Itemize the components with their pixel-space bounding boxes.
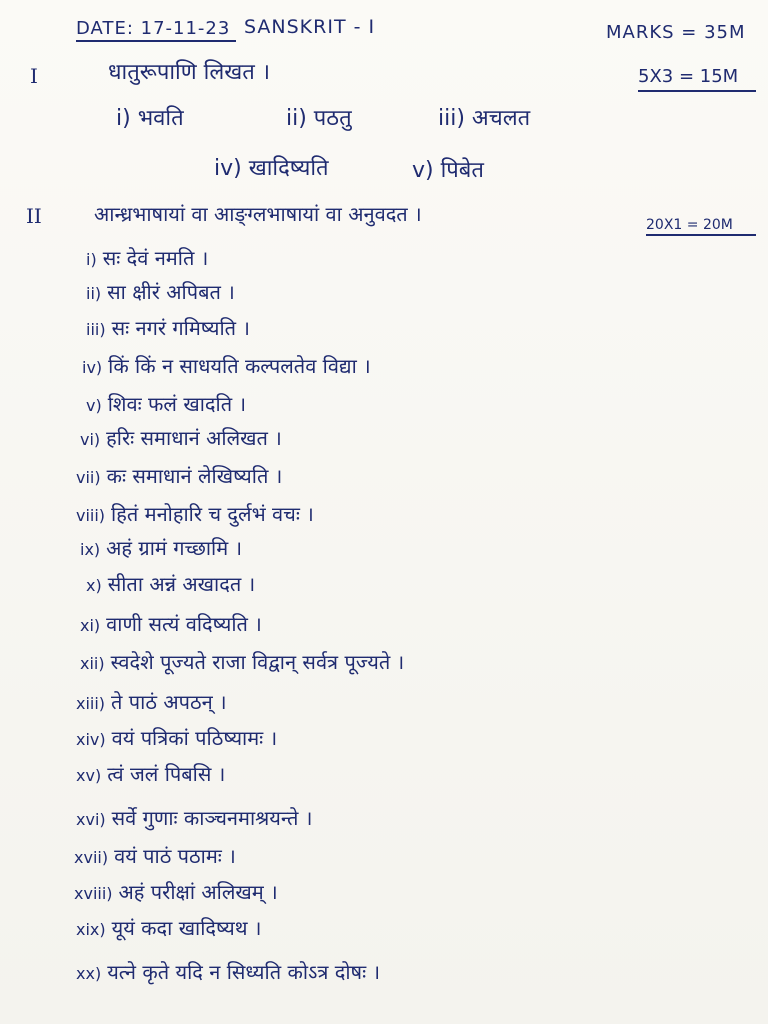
translation-item	[80, 614, 262, 634]
translation-item	[76, 808, 312, 828]
item-text: स्वदेशे पूज्यते राजा विद्वान् सर्वत्र पूज्यते ।	[110, 650, 405, 674]
item-number: ii)	[86, 284, 102, 303]
item-text: किं किं न साधयति कल्पलतेव विद्या ।	[108, 354, 371, 378]
q1-marks: 5X3 = 15M	[638, 66, 739, 87]
q2-instruction: आन्ध्रभाषायां वा आङ्ग्लभाषायां वा अनुवदत ।	[94, 202, 422, 226]
item-text: वाणी सत्यं वदिष्यति ।	[106, 612, 262, 636]
date-underline	[76, 40, 236, 42]
translation-item	[86, 248, 208, 268]
translation-item	[76, 504, 314, 524]
translation-item	[86, 318, 250, 338]
item-number: xiv)	[76, 730, 106, 749]
q1-option-3: iii) अचलत	[438, 106, 531, 131]
item-text: अहं परीक्षां अलिखम् ।	[118, 880, 278, 904]
item-number: viii)	[76, 506, 106, 525]
item-text: त्वं जलं पिबसि ।	[107, 762, 226, 786]
translation-item	[74, 846, 236, 866]
translation-item	[76, 466, 282, 486]
item-text: सः देवं नमति ।	[102, 246, 209, 270]
item-text: हितं मनोहारि च दुर्लभं वचः ।	[111, 502, 314, 526]
q2-marks-underline	[646, 234, 756, 236]
item-number: xix)	[76, 920, 106, 939]
q1-option-2: ii) पठतु	[286, 106, 352, 131]
item-number: xv)	[76, 766, 102, 785]
q1-option-1: i) भवति	[116, 106, 184, 131]
translation-item	[76, 962, 380, 982]
translation-item	[86, 574, 255, 594]
translation-item	[74, 882, 278, 902]
translation-item	[76, 764, 225, 784]
translation-item	[82, 356, 371, 376]
item-number: i)	[86, 250, 97, 269]
translation-item	[80, 538, 242, 558]
item-number: vii)	[76, 468, 101, 487]
item-number: xi)	[80, 616, 101, 635]
item-number: xii)	[80, 654, 105, 673]
translation-item	[76, 918, 261, 938]
item-text: ते पाठं अपठन् ।	[111, 690, 227, 714]
q2-number: II	[26, 204, 42, 228]
item-text: वयं पत्रिकां पठिष्यामः ।	[111, 726, 278, 750]
header-subject: SANSKRIT - I	[244, 16, 376, 38]
item-number: xx)	[76, 964, 102, 983]
translation-item	[80, 652, 404, 672]
header-marks: MARKS = 35M	[606, 22, 746, 43]
item-text: हरिः समाधानं अलिखत ।	[106, 426, 282, 450]
q2-marks: 20X1 = 20M	[646, 217, 733, 233]
item-text: सः नगरं गमिष्यति ।	[111, 316, 251, 340]
translation-item	[76, 728, 277, 748]
item-text: सर्वे गुणाः काञ्चनमाश्रयन्ते ।	[111, 806, 313, 830]
item-text: कः समाधानं लेखिष्यति ।	[106, 464, 283, 488]
q1-number: I	[30, 64, 38, 88]
item-number: iv)	[82, 358, 103, 377]
q1-option-5: v) पिबेत	[412, 158, 484, 183]
translation-item	[86, 394, 246, 414]
item-number: x)	[86, 576, 102, 595]
item-number: ix)	[80, 540, 101, 559]
item-text: यूयं कदा खादिष्यथ ।	[111, 916, 262, 940]
item-text: वयं पाठं पठामः ।	[114, 844, 236, 868]
item-number: v)	[86, 396, 102, 415]
translation-item	[76, 692, 227, 712]
item-number: xvi)	[76, 810, 106, 829]
q1-marks-underline	[638, 90, 756, 92]
item-number: vi)	[80, 430, 101, 449]
item-number: xiii)	[76, 694, 106, 713]
item-text: यत्ने कृते यदि न सिध्यति कोऽत्र दोषः ।	[107, 960, 381, 984]
item-number: xviii)	[74, 884, 113, 903]
item-text: सा क्षीरं अपिबत ।	[107, 280, 235, 304]
translation-item	[86, 282, 235, 302]
header-date: DATE: 17-11-23	[76, 18, 231, 39]
item-number: xvii)	[74, 848, 109, 867]
item-text: शिवः फलं खादति ।	[107, 392, 247, 416]
item-text: सीता अन्नं अखादत ।	[107, 572, 256, 596]
q1-instruction: धातुरूपाणि लिखत ।	[108, 60, 271, 85]
item-text: अहं ग्रामं गच्छामि ।	[106, 536, 243, 560]
item-number: iii)	[86, 320, 106, 339]
translation-item	[80, 428, 282, 448]
q1-option-4: iv) खादिष्यति	[214, 156, 329, 181]
